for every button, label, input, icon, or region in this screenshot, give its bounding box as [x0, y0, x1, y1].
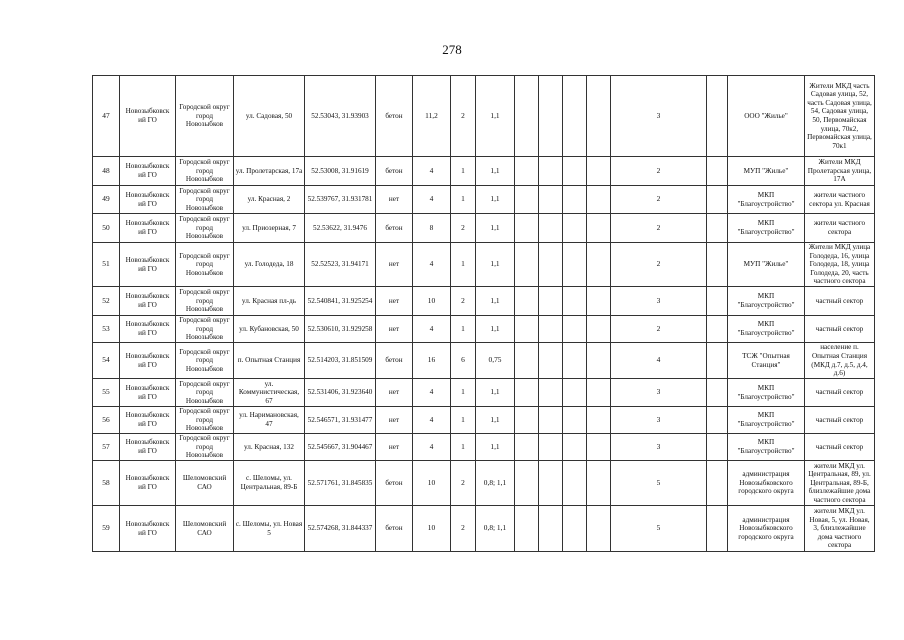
cell-surface: нет	[376, 287, 413, 316]
cell-org: МКП "Благоустройство"	[728, 287, 805, 316]
cell-c11	[539, 434, 563, 461]
cell-c11	[539, 243, 563, 287]
cell-c13	[587, 214, 611, 243]
cell-sq: 4	[413, 186, 451, 214]
cell-c11	[539, 287, 563, 316]
cell-users: Жители МКД Пролетарская улица, 17А	[805, 157, 875, 186]
cell-area: Новозыбковск ий ГО	[120, 214, 176, 243]
cell-surface: нет	[376, 316, 413, 343]
cell-users: жители МКД ул. Центральная, 89, ул. Центральная, 89-Б, близлежайшие дома частного сектора	[805, 461, 875, 506]
cell-cnt: 6	[451, 343, 476, 379]
cell-c15	[707, 434, 728, 461]
cell-users: жители частного сектора ул. Красная	[805, 186, 875, 214]
cell-c15	[707, 287, 728, 316]
table-row	[93, 186, 875, 214]
cell-cnt: 2	[451, 76, 476, 157]
cell-area: Новозыбковск ий ГО	[120, 379, 176, 407]
cell-n: 49	[93, 186, 120, 214]
cell-vol: 0,8; 1,1	[476, 461, 515, 506]
cell-c13	[587, 243, 611, 287]
cell-coords: 52.540841, 31.925254	[305, 287, 376, 316]
cell-c10	[515, 461, 539, 506]
cell-org: МКП "Благоустройство"	[728, 434, 805, 461]
cell-vol: 1,1	[476, 214, 515, 243]
cell-area: Новозыбковск ий ГО	[120, 343, 176, 379]
cell-cnt: 1	[451, 186, 476, 214]
cell-n: 51	[93, 243, 120, 287]
cell-area: Новозыбковск ий ГО	[120, 434, 176, 461]
cell-c13	[587, 76, 611, 157]
cell-coords: 52.53043, 31.93903	[305, 76, 376, 157]
cell-address: ул. Коммунистическая, 67	[234, 379, 305, 407]
table-row	[93, 343, 875, 379]
cell-c12	[563, 461, 587, 506]
cell-n: 54	[93, 343, 120, 379]
cell-area: Новозыбковск ий ГО	[120, 76, 176, 157]
cell-c12	[563, 186, 587, 214]
cell-sq: 4	[413, 316, 451, 343]
cell-c10	[515, 343, 539, 379]
cell-address: ул. Кубановская, 50	[234, 316, 305, 343]
cell-qty: 2	[611, 186, 707, 214]
cell-settlement: Городской округ город Новозыбков	[176, 287, 234, 316]
cell-coords: 52.531406, 31.923640	[305, 379, 376, 407]
cell-coords: 52.530610, 31.929258	[305, 316, 376, 343]
cell-sq: 4	[413, 407, 451, 434]
cell-c13	[587, 343, 611, 379]
cell-c11	[539, 407, 563, 434]
cell-settlement: Шеломовский САО	[176, 461, 234, 506]
waste-sites-table	[92, 75, 875, 552]
cell-c13	[587, 434, 611, 461]
cell-coords: 52.545667, 31.904467	[305, 434, 376, 461]
cell-vol: 0,8; 1,1	[476, 506, 515, 552]
cell-surface: нет	[376, 186, 413, 214]
cell-c10	[515, 76, 539, 157]
cell-vol: 1,1	[476, 157, 515, 186]
cell-sq: 10	[413, 461, 451, 506]
cell-c12	[563, 407, 587, 434]
cell-c13	[587, 157, 611, 186]
cell-org: МКП "Благоустройство"	[728, 186, 805, 214]
cell-cnt: 2	[451, 287, 476, 316]
cell-org: МУП "Жилье"	[728, 157, 805, 186]
cell-n: 52	[93, 287, 120, 316]
table-body	[93, 76, 875, 552]
cell-settlement: Городской округ город Новозыбков	[176, 214, 234, 243]
cell-c13	[587, 316, 611, 343]
cell-qty: 2	[611, 316, 707, 343]
cell-c15	[707, 214, 728, 243]
cell-c15	[707, 243, 728, 287]
cell-cnt: 1	[451, 316, 476, 343]
cell-c13	[587, 407, 611, 434]
cell-c13	[587, 186, 611, 214]
cell-c15	[707, 157, 728, 186]
cell-c15	[707, 343, 728, 379]
cell-qty: 5	[611, 506, 707, 552]
cell-area: Новозыбковск ий ГО	[120, 316, 176, 343]
cell-qty: 2	[611, 157, 707, 186]
cell-c11	[539, 214, 563, 243]
cell-users: жители частного сектора	[805, 214, 875, 243]
cell-address: ул. Пролетарская, 17а	[234, 157, 305, 186]
cell-qty: 3	[611, 434, 707, 461]
cell-qty: 3	[611, 407, 707, 434]
cell-surface: бетон	[376, 343, 413, 379]
cell-surface: нет	[376, 407, 413, 434]
cell-cnt: 1	[451, 407, 476, 434]
cell-cnt: 1	[451, 379, 476, 407]
cell-address: с. Шеломы, ул. Центральная, 89-Б	[234, 461, 305, 506]
cell-area: Новозыбковск ий ГО	[120, 287, 176, 316]
cell-settlement: Городской округ город Новозыбков	[176, 434, 234, 461]
cell-users: Жители МКД часть Садовая улица, 52, часть Садовая улица, 54, Садовая улица, 50, Первомайская улица, 70к2, Первомайская улица, 70к1	[805, 76, 875, 157]
cell-c10	[515, 379, 539, 407]
cell-c11	[539, 379, 563, 407]
cell-cnt: 1	[451, 157, 476, 186]
cell-c15	[707, 379, 728, 407]
cell-area: Новозыбковск ий ГО	[120, 506, 176, 552]
cell-n: 57	[93, 434, 120, 461]
cell-c13	[587, 287, 611, 316]
cell-qty: 4	[611, 343, 707, 379]
cell-vol: 1,1	[476, 379, 515, 407]
cell-org: ООО "Жилье"	[728, 76, 805, 157]
cell-sq: 4	[413, 157, 451, 186]
cell-surface: бетон	[376, 214, 413, 243]
table-row	[93, 157, 875, 186]
cell-surface: нет	[376, 434, 413, 461]
cell-area: Новозыбковск ий ГО	[120, 157, 176, 186]
cell-n: 58	[93, 461, 120, 506]
cell-address: ул. Красная пл-дь	[234, 287, 305, 316]
cell-sq: 4	[413, 379, 451, 407]
cell-sq: 8	[413, 214, 451, 243]
cell-c12	[563, 287, 587, 316]
cell-settlement: Городской округ город Новозыбков	[176, 157, 234, 186]
cell-sq: 11,2	[413, 76, 451, 157]
table-row	[93, 214, 875, 243]
cell-vol: 1,1	[476, 434, 515, 461]
cell-c11	[539, 506, 563, 552]
cell-c10	[515, 287, 539, 316]
cell-c12	[563, 379, 587, 407]
cell-c11	[539, 461, 563, 506]
cell-qty: 3	[611, 287, 707, 316]
cell-c10	[515, 157, 539, 186]
cell-area: Новозыбковск ий ГО	[120, 186, 176, 214]
cell-vol: 1,1	[476, 243, 515, 287]
cell-users: жители МКД ул. Новая, 5, ул. Новая, 3, близлежайшие дома частного сектора	[805, 506, 875, 552]
cell-org: ТСЖ "Опытная Станция"	[728, 343, 805, 379]
cell-address: ул. Красная, 2	[234, 186, 305, 214]
cell-n: 47	[93, 76, 120, 157]
cell-users: частный сектор	[805, 434, 875, 461]
cell-cnt: 1	[451, 243, 476, 287]
cell-c10	[515, 316, 539, 343]
cell-vol: 0,75	[476, 343, 515, 379]
cell-address: ул. Садовая, 50	[234, 76, 305, 157]
cell-c12	[563, 506, 587, 552]
cell-vol: 1,1	[476, 316, 515, 343]
cell-settlement: Шеломовский САО	[176, 506, 234, 552]
cell-c10	[515, 506, 539, 552]
cell-coords: 52.546571, 31.931477	[305, 407, 376, 434]
cell-coords: 52.574268, 31.844337	[305, 506, 376, 552]
cell-users: Жители МКД улица Голодеда, 16, улица Голодеда, 18, улица Голодеда, 20, часть частного сектора	[805, 243, 875, 287]
cell-qty: 5	[611, 461, 707, 506]
cell-area: Новозыбковск ий ГО	[120, 461, 176, 506]
cell-c11	[539, 343, 563, 379]
cell-surface: бетон	[376, 461, 413, 506]
cell-vol: 1,1	[476, 407, 515, 434]
cell-c12	[563, 157, 587, 186]
cell-c12	[563, 214, 587, 243]
table-row	[93, 76, 875, 157]
cell-c15	[707, 506, 728, 552]
cell-surface: нет	[376, 379, 413, 407]
cell-org: МУП "Жилье"	[728, 243, 805, 287]
cell-c15	[707, 407, 728, 434]
cell-address: п. Опытная Станция	[234, 343, 305, 379]
cell-settlement: Городской округ город Новозыбков	[176, 343, 234, 379]
cell-surface: бетон	[376, 76, 413, 157]
cell-qty: 2	[611, 214, 707, 243]
cell-area: Новозыбковск ий ГО	[120, 243, 176, 287]
cell-c11	[539, 316, 563, 343]
cell-sq: 10	[413, 287, 451, 316]
cell-n: 50	[93, 214, 120, 243]
cell-qty: 3	[611, 76, 707, 157]
cell-surface: нет	[376, 243, 413, 287]
cell-sq: 4	[413, 434, 451, 461]
cell-c15	[707, 316, 728, 343]
page-number: 278	[442, 42, 462, 57]
cell-vol: 1,1	[476, 287, 515, 316]
cell-org: МКП "Благоустройство"	[728, 214, 805, 243]
cell-c11	[539, 157, 563, 186]
cell-surface: бетон	[376, 157, 413, 186]
cell-n: 55	[93, 379, 120, 407]
cell-c15	[707, 461, 728, 506]
cell-users: частный сектор	[805, 287, 875, 316]
cell-c15	[707, 186, 728, 214]
cell-address: ул. Голодеда, 18	[234, 243, 305, 287]
cell-cnt: 2	[451, 461, 476, 506]
cell-cnt: 1	[451, 434, 476, 461]
table-row	[93, 434, 875, 461]
cell-org: МКП "Благоустройство"	[728, 316, 805, 343]
cell-c15	[707, 76, 728, 157]
cell-c13	[587, 506, 611, 552]
cell-c13	[587, 379, 611, 407]
table-row	[93, 461, 875, 506]
cell-users: частный сектор	[805, 316, 875, 343]
cell-users: частный сектор	[805, 407, 875, 434]
cell-c12	[563, 243, 587, 287]
cell-sq: 10	[413, 506, 451, 552]
table-row	[93, 407, 875, 434]
cell-address: ул. Приозерная, 7	[234, 214, 305, 243]
cell-c12	[563, 76, 587, 157]
cell-coords: 52.539767, 31.931781	[305, 186, 376, 214]
cell-qty: 3	[611, 379, 707, 407]
cell-users: население п. Опытная Станция (МКД д.7, д.5, д.4, д.6)	[805, 343, 875, 379]
cell-c13	[587, 461, 611, 506]
cell-n: 56	[93, 407, 120, 434]
table-row	[93, 287, 875, 316]
cell-n: 59	[93, 506, 120, 552]
cell-c12	[563, 434, 587, 461]
cell-settlement: Городской округ город Новозыбков	[176, 407, 234, 434]
cell-c11	[539, 76, 563, 157]
cell-c11	[539, 186, 563, 214]
cell-sq: 16	[413, 343, 451, 379]
cell-n: 53	[93, 316, 120, 343]
cell-sq: 4	[413, 243, 451, 287]
cell-org: администрация Новозыбковского городского округа	[728, 506, 805, 552]
cell-users: частный сектор	[805, 379, 875, 407]
cell-org: МКП "Благоустройство"	[728, 379, 805, 407]
cell-c12	[563, 343, 587, 379]
cell-address: с. Шеломы, ул. Новая 5	[234, 506, 305, 552]
cell-coords: 52.53622, 31.9476	[305, 214, 376, 243]
table-row	[93, 316, 875, 343]
cell-coords: 52.53008, 31.91619	[305, 157, 376, 186]
cell-c10	[515, 434, 539, 461]
cell-cnt: 2	[451, 214, 476, 243]
table-row	[93, 379, 875, 407]
table-row	[93, 243, 875, 287]
cell-vol: 1,1	[476, 186, 515, 214]
cell-qty: 2	[611, 243, 707, 287]
cell-c10	[515, 243, 539, 287]
cell-settlement: Городской округ город Новозыбков	[176, 186, 234, 214]
cell-vol: 1,1	[476, 76, 515, 157]
cell-settlement: Городской округ город Новозыбков	[176, 243, 234, 287]
cell-coords: 52.52523, 31.94171	[305, 243, 376, 287]
cell-address: ул. Красная, 132	[234, 434, 305, 461]
cell-address: ул. Наримановская, 47	[234, 407, 305, 434]
cell-settlement: Городской округ город Новозыбков	[176, 379, 234, 407]
cell-c10	[515, 186, 539, 214]
table-row	[93, 506, 875, 552]
cell-area: Новозыбковск ий ГО	[120, 407, 176, 434]
cell-settlement: Городской округ город Новозыбков	[176, 76, 234, 157]
cell-surface: бетон	[376, 506, 413, 552]
cell-coords: 52.571761, 31.845835	[305, 461, 376, 506]
cell-org: администрация Новозыбковского городского округа	[728, 461, 805, 506]
cell-cnt: 2	[451, 506, 476, 552]
cell-coords: 52.514203, 31.851509	[305, 343, 376, 379]
cell-c10	[515, 214, 539, 243]
cell-c10	[515, 407, 539, 434]
cell-c12	[563, 316, 587, 343]
cell-settlement: Городской округ город Новозыбков	[176, 316, 234, 343]
cell-org: МКП "Благоустройство"	[728, 407, 805, 434]
cell-n: 48	[93, 157, 120, 186]
